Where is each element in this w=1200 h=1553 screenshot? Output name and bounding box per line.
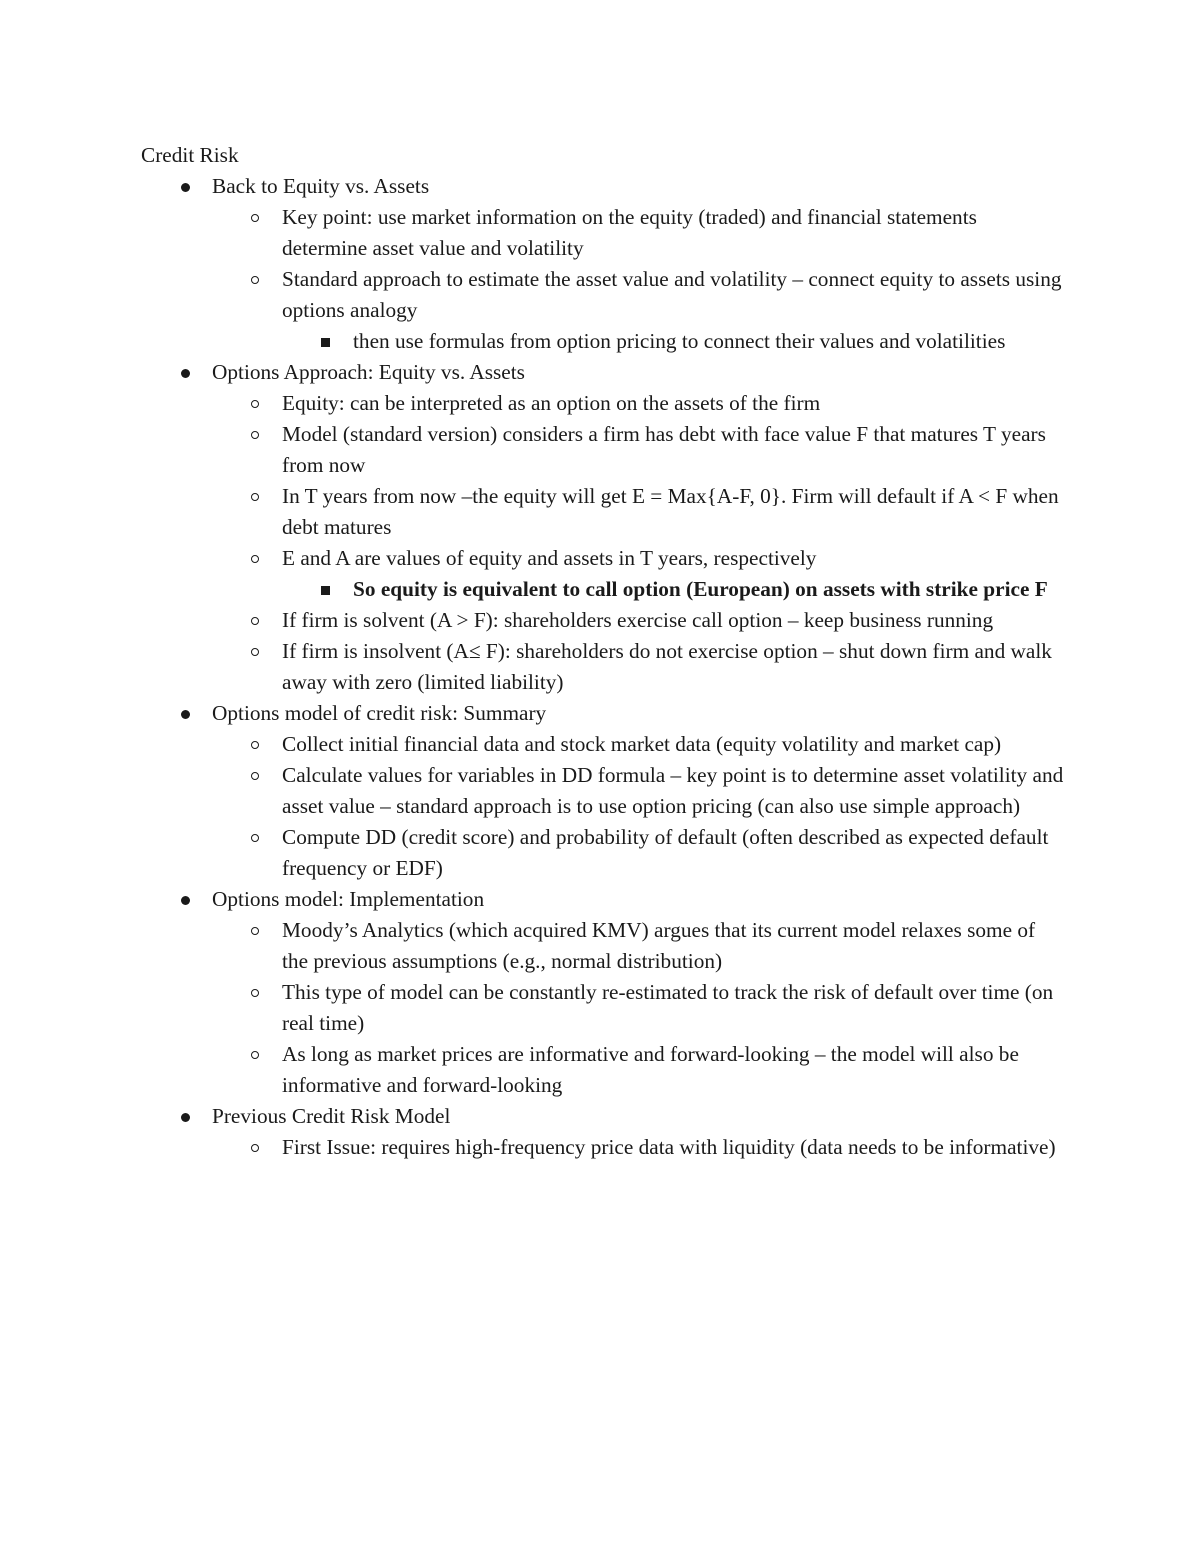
bullet-text: Options model: Implementation <box>212 887 485 911</box>
sub-sub-bullet-item <box>141 574 1066 605</box>
bullet-item <box>141 698 1066 729</box>
sub-bullet-item <box>141 760 1066 822</box>
hollow-bullet-icon <box>251 214 259 222</box>
filled-bullet-icon <box>181 1113 190 1122</box>
hollow-bullet-icon <box>251 555 259 563</box>
sub-bullet-text: In T years from now –the equity will get E = Max{A-F, 0}. Firm will default if A < F when debt matures <box>282 484 1059 539</box>
sub-bullet-item <box>141 822 1066 884</box>
hollow-bullet-icon <box>251 989 259 997</box>
bullet-text: Options Approach: Equity vs. Assets <box>212 360 525 384</box>
sub-bullet-text: As long as market prices are informative and forward-looking – the model will also be informative and forward-looking <box>282 1042 1019 1097</box>
sub-bullet-item <box>141 636 1066 698</box>
hollow-bullet-icon <box>251 834 259 842</box>
hollow-bullet-icon <box>251 493 259 501</box>
sub-bullet-text: Standard approach to estimate the asset value and volatility – connect equity to assets using options analogy <box>282 267 1062 322</box>
sub-bullet-text: If firm is solvent (A > F): shareholders exercise call option – keep business running <box>282 608 994 632</box>
bullet-item <box>141 884 1066 915</box>
bullet-item <box>141 1101 1066 1132</box>
hollow-bullet-icon <box>251 648 259 656</box>
sub-sub-bullet-text-bold: So equity is equivalent to call option (European) on assets with strike price F <box>353 577 1048 601</box>
hollow-bullet-icon <box>251 1051 259 1059</box>
sub-bullet-text: If firm is insolvent (A≤ F): shareholders do not exercise option – shut down firm and walk away with zero (limited liability) <box>282 639 1052 694</box>
sub-bullet-item <box>141 1039 1066 1101</box>
document-title: Credit Risk <box>141 143 239 167</box>
sub-bullet-text: Model (standard version) considers a firm has debt with face value F that matures T years from now <box>282 422 1046 477</box>
bullet-text: Back to Equity vs. Assets <box>212 174 430 198</box>
sub-bullet-text: First Issue: requires high-frequency price data with liquidity (data needs to be informative) <box>282 1135 1056 1159</box>
sub-bullet-item <box>141 605 1066 636</box>
sub-bullet-text: Compute DD (credit score) and probability of default (often described as expected default frequency or EDF) <box>282 825 1049 880</box>
filled-bullet-icon <box>181 710 190 719</box>
sub-bullet-text: Key point: use market information on the equity (traded) and financial statements determine asset value and volatility <box>282 205 977 260</box>
sub-bullet-item <box>141 202 1066 264</box>
bullet-item <box>141 357 1066 388</box>
hollow-bullet-icon <box>251 617 259 625</box>
sub-bullet-item <box>141 729 1066 760</box>
hollow-bullet-icon <box>251 431 259 439</box>
sub-bullet-text: E and A are values of equity and assets in T years, respectively <box>282 546 817 570</box>
outline-list <box>141 171 1066 1163</box>
sub-bullet-item <box>141 977 1066 1039</box>
sub-bullet-item <box>141 419 1066 481</box>
sub-bullet-text: Calculate values for variables in DD formula – key point is to determine asset volatility and asset value – standard approach is to use option pricing (can also use simple approach) <box>282 763 1064 818</box>
sub-bullet-item <box>141 543 1066 574</box>
sub-bullet-item <box>141 264 1066 326</box>
hollow-bullet-icon <box>251 741 259 749</box>
sub-bullet-text: Collect initial financial data and stock market data (equity volatility and market cap) <box>282 732 1002 756</box>
sub-bullet-text: Moody’s Analytics (which acquired KMV) argues that its current model relaxes some of the previous assumptions (e.g., normal distribution) <box>282 918 1036 973</box>
sub-bullet-item <box>141 915 1066 977</box>
sub-bullet-item <box>141 1132 1066 1163</box>
filled-bullet-icon <box>181 183 190 192</box>
square-bullet-icon <box>321 338 330 347</box>
hollow-bullet-icon <box>251 400 259 408</box>
sub-bullet-text: Equity: can be interpreted as an option on the assets of the firm <box>282 391 821 415</box>
hollow-bullet-icon <box>251 1144 259 1152</box>
hollow-bullet-icon <box>251 772 259 780</box>
hollow-bullet-icon <box>251 927 259 935</box>
sub-bullet-text: This type of model can be constantly re-estimated to track the risk of default over time (on real time) <box>282 980 1054 1035</box>
filled-bullet-icon <box>181 369 190 378</box>
filled-bullet-icon <box>181 896 190 905</box>
sub-sub-bullet-text: then use formulas from option pricing to connect their values and volatilities <box>353 329 1006 353</box>
square-bullet-icon <box>321 586 330 595</box>
sub-sub-bullet-item <box>141 326 1066 357</box>
bullet-text: Previous Credit Risk Model <box>212 1104 451 1128</box>
bullet-text: Options model of credit risk: Summary <box>212 701 547 725</box>
sub-bullet-item <box>141 388 1066 419</box>
hollow-bullet-icon <box>251 276 259 284</box>
sub-bullet-item <box>141 481 1066 543</box>
document-body <box>141 140 1066 1163</box>
bullet-item <box>141 171 1066 202</box>
